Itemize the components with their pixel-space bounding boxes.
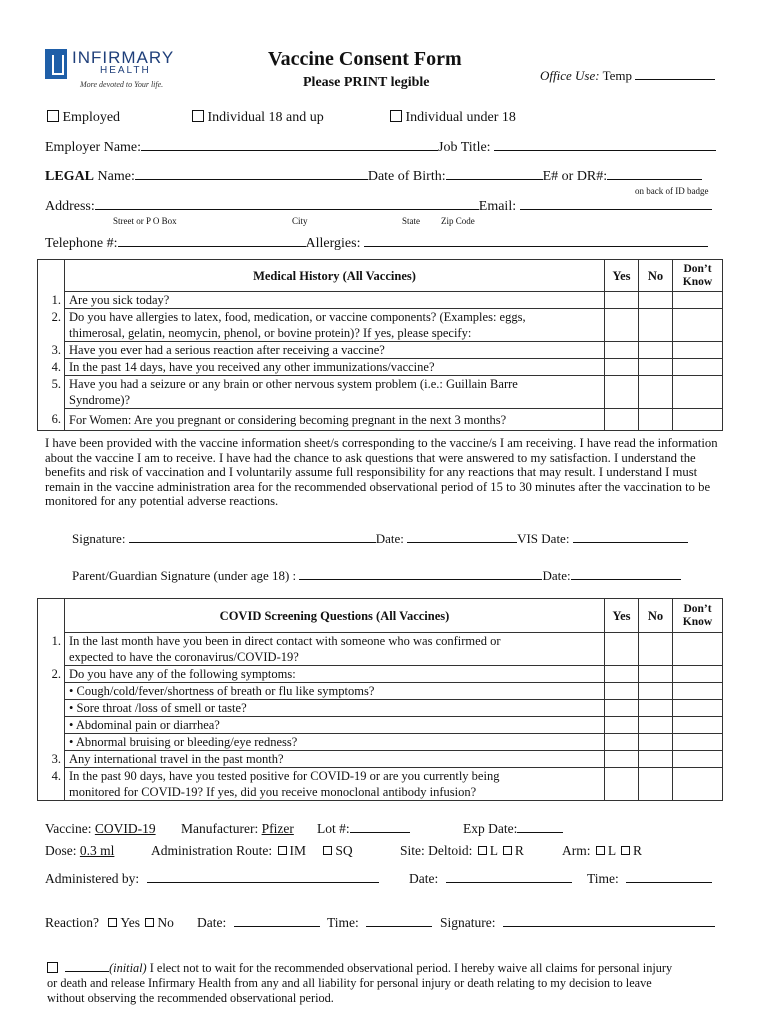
employed-option [47, 110, 120, 126]
yes-cell[interactable] [605, 633, 639, 666]
no-cell[interactable] [639, 359, 673, 376]
table-row: 6. For Women: Are you pregnant or considering becoming pregnant in the next 3 months? [38, 409, 723, 431]
vis-date-field[interactable] [573, 531, 688, 543]
question-text: In the last month have you been in direct contact with someone who was confirmed or expected to have the coronavirus/COVID-19? [65, 633, 605, 666]
yes-cell[interactable] [605, 409, 639, 431]
address-city-hint: City [292, 216, 308, 226]
covid-header: COVID Screening Questions (All Vaccines) [65, 599, 605, 633]
yes-header: Yes [605, 260, 639, 292]
address-label: Address: [45, 199, 95, 214]
symptom-row [38, 734, 723, 751]
question-text: In the past 14 days, have you received any other immunizations/vaccine? [65, 359, 605, 376]
dont-know-cell[interactable] [673, 751, 723, 768]
route-label: Administration Route: [151, 843, 273, 858]
dont-know-cell[interactable] [673, 309, 723, 342]
address-street-hint: Street or P O Box [113, 216, 177, 226]
infirmary-logo-icon [45, 49, 67, 79]
reaction-signature-field[interactable] [503, 915, 715, 927]
yes-cell[interactable] [605, 683, 639, 700]
office-use [540, 68, 715, 84]
reaction-no-label: No [157, 915, 174, 930]
manufacturer-label: Manufacturer: [181, 821, 259, 836]
signature-label: Signature: [72, 531, 126, 546]
reaction-time-label: Time: [327, 915, 359, 930]
minor-checkbox[interactable] [390, 110, 402, 122]
form-subtitle: Please PRINT legible [303, 75, 430, 90]
site-left-label: L [489, 843, 498, 858]
waiver-initial-field[interactable] [65, 960, 109, 972]
dont-know-cell[interactable] [673, 683, 723, 700]
office-use-line[interactable] [635, 68, 715, 80]
id-badge-note: on back of ID badge [635, 186, 709, 196]
arm-label: Arm: [562, 843, 591, 858]
symptom-text: • Cough/cold/fever/shortness of breath or flu like symptoms? [65, 683, 605, 700]
site-label: Site: Deltoid: [400, 843, 473, 858]
no-cell[interactable] [639, 734, 673, 751]
lot-label: Lot #: [317, 821, 350, 836]
admin-date-field[interactable] [446, 871, 572, 883]
office-use-value: Temp [602, 68, 632, 83]
no-cell[interactable] [639, 717, 673, 734]
telephone-row [45, 235, 708, 252]
parent-date-field[interactable] [571, 568, 681, 580]
reaction-date-label: Date: [197, 915, 227, 930]
employer-name-label: Employer Name: [45, 140, 142, 155]
administered-by-label: Administered by: [45, 871, 140, 886]
allergies-label: Allergies: [305, 236, 361, 251]
question-text: Any international travel in the past month? [65, 751, 605, 768]
no-cell[interactable] [639, 309, 673, 342]
employer-row [45, 139, 716, 156]
address-row [45, 198, 712, 215]
dose-label: Dose: [45, 843, 77, 858]
office-use-label: Office Use: [540, 68, 600, 83]
reaction-signature-row [440, 915, 715, 931]
admin-time-field[interactable] [626, 871, 712, 883]
table-row: 2. Do you have allergies to latex, food, medication, or vaccine components? (Examples: eggs, thimerosal, gelatin, neomycin, phenol, or bovine protein)? If yes, please specify: [38, 309, 723, 342]
dose-value: 0.3 ml [79, 843, 115, 858]
covid-screening-table [37, 598, 723, 801]
table-row: 4. In the past 90 days, have you tested positive for COVID-19 or are you currently being monitored for COVID-19? If yes, did you receive monoclonal antibody infusion? [38, 768, 723, 801]
arm-right-checkbox[interactable] [621, 846, 630, 855]
logo-tagline: More devoted to Your life. [80, 80, 164, 89]
reaction-time-field[interactable] [366, 915, 432, 927]
parent-date-label: Date: [542, 568, 571, 583]
dont-know-header: Don’t Know [673, 599, 723, 633]
dont-know-cell[interactable] [673, 734, 723, 751]
dose-row [45, 843, 114, 859]
arm-right-label: R [633, 843, 643, 858]
yes-cell[interactable] [605, 292, 639, 309]
table-row: 4. In the past 14 days, have you received any other immunizations/vaccine? [38, 359, 723, 376]
table-row: 2. Do you have any of the following symptoms: [38, 666, 723, 683]
table-row: 1. In the last month have you been in direct contact with someone who was confirmed or expected to have the coronavirus/COVID-19? [38, 633, 723, 666]
edr-label: E# or DR#: [542, 169, 608, 184]
exp-date-field[interactable] [517, 821, 563, 833]
medical-history-header: Medical History (All Vaccines) [65, 260, 605, 292]
medical-history-table [37, 259, 723, 431]
arm-left-label: L [607, 843, 616, 858]
administered-by-field[interactable] [147, 871, 379, 883]
yes-cell[interactable] [605, 717, 639, 734]
adult-option [192, 110, 324, 126]
no-header: No [639, 260, 673, 292]
edr-field[interactable] [607, 168, 702, 180]
symptom-row [38, 683, 723, 700]
dont-know-cell[interactable] [673, 376, 723, 409]
yes-cell[interactable] [605, 342, 639, 359]
dont-know-cell[interactable] [673, 359, 723, 376]
job-title-field[interactable] [494, 139, 716, 151]
yes-cell[interactable] [605, 376, 639, 409]
dont-know-cell[interactable] [673, 633, 723, 666]
reaction-no-checkbox[interactable] [145, 918, 154, 927]
signature-field[interactable] [129, 531, 376, 543]
email-label: Email: [478, 199, 517, 214]
yes-cell[interactable] [605, 666, 639, 683]
admin-date-label: Date: [409, 871, 439, 886]
dob-label: Date of Birth: [367, 169, 446, 184]
dob-field[interactable] [446, 168, 543, 180]
question-text: Have you had a seizure or any brain or other nervous system problem (i.e.: Guillain Barre Syndrome)? [65, 376, 605, 409]
symptom-row [38, 717, 723, 734]
vaccine-value: COVID-19 [94, 821, 156, 836]
lot-field[interactable] [350, 821, 410, 833]
no-cell[interactable] [639, 376, 673, 409]
address-zip-hint: Zip Code [441, 216, 475, 226]
dont-know-cell[interactable] [673, 717, 723, 734]
admin-time-row [587, 871, 712, 887]
employed-checkbox[interactable] [47, 110, 59, 122]
legal-name-row [45, 168, 702, 185]
dont-know-header: Don’t Know [673, 260, 723, 292]
symptom-text: • Abnormal bruising or bleeding/eye redness? [65, 734, 605, 751]
signature-date-label: Date: [375, 531, 404, 546]
dont-know-cell[interactable] [673, 768, 723, 801]
table-row: 3. Have you ever had a serious reaction after receiving a vaccine? [38, 342, 723, 359]
admin-time-label: Time: [587, 871, 619, 886]
consent-statement: I have been provided with the vaccine information sheet/s corresponding to the vaccine/s I am receiving. I have read the information about the vaccine I am to receive. I have had the chance to ask questions that were answered to my satisfaction. I understand the benefits and risk of vaccination and I voluntarily assume full responsibility for any reactions that may result. I understand I must remain in the vaccine administration area for the recommended observational period of 15 to 30 minutes after the vaccination to be monitored for any potential adverse reactions. [45, 436, 718, 508]
manufacturer-row [181, 821, 294, 837]
yes-header: Yes [605, 599, 639, 633]
manufacturer-value: Pfizer [261, 821, 294, 836]
parent-signature-label: Parent/Guardian Signature (under age 18) : [72, 568, 297, 583]
reaction-yes-checkbox[interactable] [108, 918, 117, 927]
email-field[interactable] [520, 198, 712, 210]
no-header: No [639, 599, 673, 633]
no-cell[interactable] [639, 768, 673, 801]
parent-signature-field[interactable] [299, 568, 542, 580]
no-cell[interactable] [639, 751, 673, 768]
symptom-text: • Abdominal pain or diarrhea? [65, 717, 605, 734]
question-text: Are you sick today? [65, 292, 605, 309]
symptom-text: • Sore throat /loss of smell or taste? [65, 700, 605, 717]
dont-know-cell[interactable] [673, 409, 723, 431]
yes-cell[interactable] [605, 700, 639, 717]
reaction-row [45, 915, 174, 931]
legal-name-label: Name: [97, 169, 135, 184]
minor-option [390, 110, 516, 126]
address-field[interactable] [95, 198, 479, 210]
dont-know-cell[interactable] [673, 700, 723, 717]
yes-cell[interactable] [605, 768, 639, 801]
arm-left-checkbox[interactable] [596, 846, 605, 855]
lot-row [317, 821, 410, 837]
minor-label: Individual under 18 [405, 110, 516, 125]
signature-row [72, 531, 688, 547]
route-im-label: IM [289, 843, 306, 858]
reaction-date-field[interactable] [234, 915, 320, 927]
table-row: 3. Any international travel in the past month? [38, 751, 723, 768]
adult-label: Individual 18 and up [207, 110, 324, 125]
question-text: In the past 90 days, have you tested positive for COVID-19 or are you currently being monitored for COVID-19? If yes, did you receive monoclonal antibody infusion? [65, 768, 605, 801]
employed-label: Employed [62, 110, 121, 125]
exp-date-label: Exp Date: [463, 821, 518, 836]
address-state-hint: State [402, 216, 420, 226]
no-cell[interactable] [639, 292, 673, 309]
admin-date-row [409, 871, 572, 887]
adult-checkbox[interactable] [192, 110, 204, 122]
site-left-checkbox[interactable] [478, 846, 487, 855]
vaccine-row [45, 821, 156, 837]
route-row [151, 843, 353, 859]
waiver-line2: or death and release Infirmary Health from any and all liability for personal injury or death relating to my decision to leave [47, 976, 652, 990]
form-title: Vaccine Consent Form [268, 48, 462, 70]
table-row: 5. Have you had a seizure or any brain or other nervous system problem (i.e.: Guillain Barre Syndrome)? [38, 376, 723, 409]
telephone-label: Telephone #: [45, 236, 118, 251]
reaction-label: Reaction? [45, 915, 99, 930]
dont-know-cell[interactable] [673, 666, 723, 683]
route-im-checkbox[interactable] [278, 846, 287, 855]
administered-by-row [45, 871, 379, 887]
no-cell[interactable] [639, 342, 673, 359]
logo-name-line1: INFIRMARY [72, 48, 175, 67]
reaction-yes-label: Yes [120, 915, 141, 930]
route-sq-label: SQ [335, 843, 353, 858]
legal-label: LEGAL [45, 169, 95, 184]
yes-cell[interactable] [605, 734, 639, 751]
reaction-signature-label: Signature: [440, 915, 496, 930]
logo-name-line2: HEALTH [100, 65, 151, 76]
site-right-checkbox[interactable] [503, 846, 512, 855]
no-cell[interactable] [639, 409, 673, 431]
site-row [400, 843, 524, 859]
table-row: 1. Are you sick today? [38, 292, 723, 309]
waiver-statement [47, 960, 672, 1006]
yes-cell[interactable] [605, 309, 639, 342]
yes-cell[interactable] [605, 359, 639, 376]
no-cell[interactable] [639, 666, 673, 683]
exp-row [463, 821, 563, 837]
question-text: Do you have any of the following symptoms: [65, 666, 605, 683]
waiver-line1: I elect not to wait for the recommended observational period. I hereby waive all claims for personal injury [146, 961, 673, 975]
allergies-field[interactable] [364, 235, 708, 247]
waiver-checkbox[interactable] [47, 962, 58, 973]
employer-name-field[interactable] [141, 139, 438, 151]
site-right-label: R [514, 843, 524, 858]
job-title-label: Job Title: [438, 140, 491, 155]
no-cell[interactable] [639, 700, 673, 717]
reaction-date-row [197, 915, 320, 931]
dont-know-cell[interactable] [673, 292, 723, 309]
waiver-initial-label: (initial) [109, 961, 147, 975]
legal-name-field[interactable] [135, 168, 368, 180]
question-text: Do you have allergies to latex, food, medication, or vaccine components? (Examples: eggs, thimerosal, gelatin, neomycin, phenol, or bovine protein)? If yes, please specify: [65, 309, 605, 342]
yes-cell[interactable] [605, 751, 639, 768]
vaccine-label: Vaccine: [45, 821, 92, 836]
telephone-field[interactable] [118, 235, 306, 247]
dont-know-cell[interactable] [673, 342, 723, 359]
parent-signature-row [72, 568, 681, 584]
vis-date-label: VIS Date: [517, 531, 570, 546]
no-cell[interactable] [639, 633, 673, 666]
question-text: Have you ever had a serious reaction after receiving a vaccine? [65, 342, 605, 359]
route-sq-checkbox[interactable] [323, 846, 332, 855]
reaction-time-row [327, 915, 432, 931]
question-text: For Women: Are you pregnant or considering becoming pregnant in the next 3 months? [65, 409, 605, 431]
no-cell[interactable] [639, 683, 673, 700]
signature-date-field[interactable] [407, 531, 517, 543]
waiver-line3: without observing the recommended observational period. [47, 991, 334, 1005]
symptom-row [38, 700, 723, 717]
arm-row [562, 843, 642, 859]
